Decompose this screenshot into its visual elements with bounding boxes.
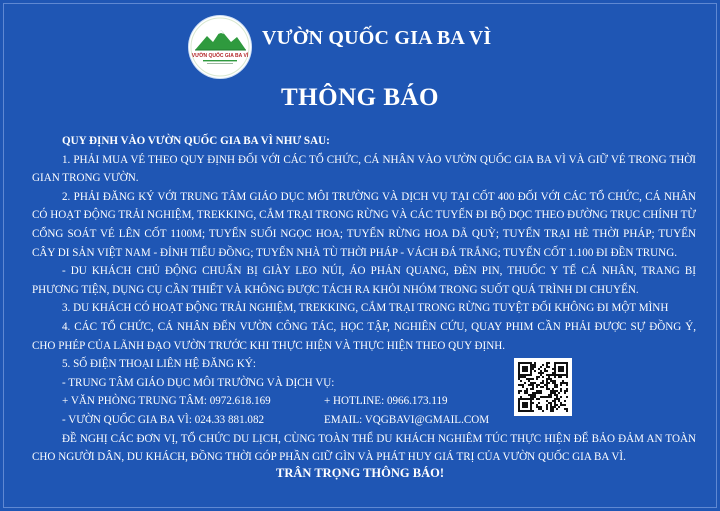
contact-center: - TRUNG TÂM GIÁO DỤC MÔI TRƯỜNG VÀ DỊCH VỤ:	[62, 376, 335, 389]
request-paragraph: ĐỀ NGHỊ CÁC ĐƠN VỊ, TỔ CHỨC DU LỊCH, CÙNG TOÀN THỂ DU KHÁCH NGHIÊM TÚC THỰC HIỆN ĐỂ BẢO ĐẢM AN TOÀN CHO NGƯỜI DÂN, DU KHÁCH, ĐỒNG THỜI GÓP PHẦN GIỮ GÌN VÀ PHÁT HUY GIÁ TRỊ CỦA VƯỜN QUỐC GIA BA VÌ.	[32, 432, 696, 464]
qr-code-icon	[514, 358, 572, 416]
mountain-logo-icon	[189, 16, 251, 78]
notice-title: THÔNG BÁO	[281, 84, 439, 111]
rule-2: 2. PHẢI ĐĂNG KÝ VỚI TRUNG TÂM GIÁO DỤC MÔI TRƯỜNG VÀ DỊCH VỤ TẠI CỐT 400 ĐỐI VỚI CÁC TỔ CHỨC, CÁ NHÂN CÓ HOẠT ĐỘNG TRẢI NGHIỆM, TREKKING, CẮM TRẠI TRONG RỪNG VÀ CÁC TUYẾN ĐI BỘ DỌC THEO ĐƯỜNG TRỤC CHÍNH TỪ CỔNG SOÁT VÉ LÊN CỐT 1100M; TUYẾN SUỐI NGỌC HOA; TUYẾN RỪNG HOA DÃ QUỲ; TUYẾN TRẠI HÈ THỜI PHÁP; TUYẾN CÂY DI SẢN VIỆT NAM - ĐỈNH TIỂU ĐỒNG; TUYẾN NHÀ TÙ THỜI PHÁP - VÁCH ĐÁ TRẮNG; TUYẾN CỐT 1.100 ĐI ĐỀN TRUNG.	[32, 190, 696, 259]
contact-row-1	[32, 392, 696, 411]
contact-hotline: + HOTLINE: 0966.173.119	[324, 395, 448, 408]
contact-row-2	[32, 411, 696, 430]
rule-2-note: - DU KHÁCH CHỦ ĐỘNG CHUẨN BỊ GIÀY LEO NÚI, ÁO PHẢN QUANG, ĐÈN PIN, THUỐC Y TẾ CÁ NHÂN, TRANG BỊ PHƯƠNG TIỆN, DỤNG CỤ CẦN THIẾT VÀ KHÔNG ĐƯỢC TÁCH RA KHỎI NHÓM TRONG SUỐT QUÁ TRÌNH DI CHUYỂN.	[32, 265, 696, 296]
rule-1: 1. PHẢI MUA VÉ THEO QUY ĐỊNH ĐỐI VỚI CÁC TỔ CHỨC, CÁ NHÂN VÀO VƯỜN QUỐC GIA BA VÌ VÀ GIỮ VÉ TRONG THỜI GIAN TRONG VƯỜN.	[32, 153, 696, 185]
contact-email: EMAIL: VQGBAVI@GMAIL.COM	[324, 413, 490, 426]
closing-line: TRÂN TRỌNG THÔNG BÁO!	[276, 466, 444, 480]
rule-5: 5. SỐ ĐIỆN THOẠI LIÊN HỆ ĐĂNG KÝ:	[62, 358, 256, 371]
rule-4: 4. CÁC TỔ CHỨC, CÁ NHÂN ĐẾN VƯỜN CÔNG TÁC, HỌC TẬP, NGHIÊN CỨU, QUAY PHIM CẦN PHẢI ĐƯỢC SỰ ĐỒNG Ý, CHO PHÉP CỦA LÃNH ĐẠO VƯỜN TRƯỚC KHI THỰC HIỆN VÀ THỰC HIỆN THEO QUY ĐỊNH.	[32, 320, 696, 352]
notice-content	[32, 132, 696, 467]
contact-office: + VĂN PHÒNG TRUNG TÂM: 0972.618.169	[62, 395, 271, 408]
org-title: VƯỜN QUỐC GIA BA VÌ	[262, 27, 492, 49]
rule-3: 3. DU KHÁCH CÓ HOẠT ĐỘNG TRẢI NGHIỆM, TREKKING, CẮM TRẠI TRONG RỪNG TUYỆT ĐỐI KHÔNG ĐI MỘT MÌNH	[62, 302, 669, 315]
svg-text:VƯỜN QUỐC GIA BA VÌ: VƯỜN QUỐC GIA BA VÌ	[191, 53, 249, 59]
intro-line: QUY ĐỊNH VÀO VƯỜN QUỐC GIA BA VÌ NHƯ SAU:	[62, 135, 330, 147]
contact-park: - VƯỜN QUỐC GIA BA VÌ: 024.33 881.082	[62, 413, 265, 426]
